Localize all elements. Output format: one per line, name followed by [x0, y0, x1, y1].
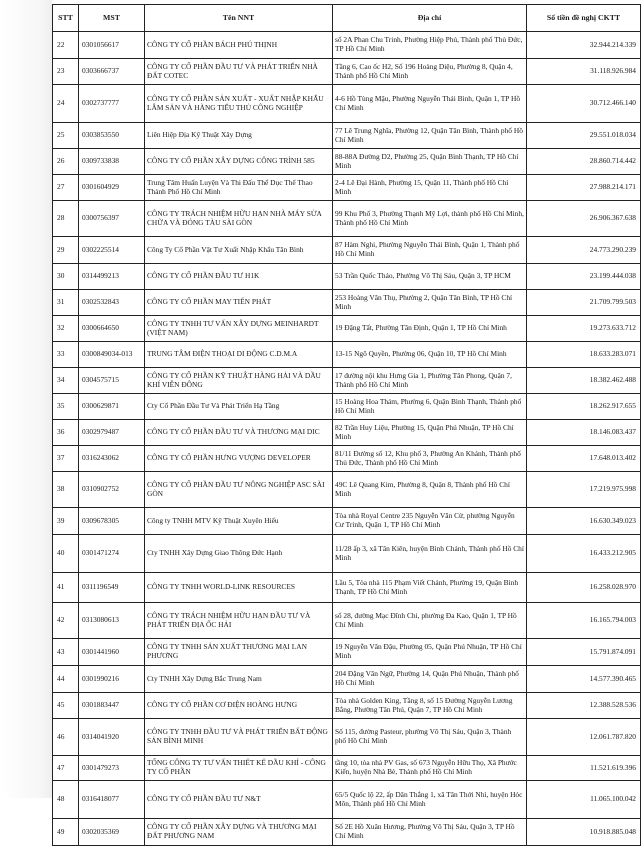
cell-amount: 17.648.013.402: [527, 446, 641, 472]
cell-amount: 21.709.799.503: [527, 290, 641, 316]
cell-name: CÔNG TY CỔ PHẦN XÂY DỰNG CÔNG TRÌNH 585: [145, 149, 333, 175]
cell-amount: 16.258.028.970: [527, 573, 641, 603]
cell-name: CÔNG TY CỔ PHẦN SẢN XUẤT - XUẤT NHẬP KHẨU LÂM SẢN VÀ HÀNG TIỂU THỦ CÔNG NGHIỆP: [145, 85, 333, 123]
taxpayer-table: [52, 4, 641, 846]
cell-stt: 39: [53, 508, 79, 535]
col-header-amount: Số tiền đề nghị CKTT: [527, 5, 641, 32]
cell-amount: 15.791.874.091: [527, 639, 641, 666]
cell-mst: 0301441960: [79, 639, 145, 666]
cell-name: CÔNG TY CỔ PHẦN ĐẦU TƯ N&T: [145, 781, 333, 819]
cell-address: Lầu 5, Tòa nhà 115 Phạm Viết Chánh, Phường 19, Quận Bình Thạnh, TP Hồ Chí Minh: [333, 573, 527, 603]
cell-address: 49C Lê Quang Kim, Phường 8, Quận 8, Thành phố Hồ Chí Minh: [333, 472, 527, 508]
cell-stt: 30: [53, 264, 79, 290]
cell-mst: 0303853550: [79, 123, 145, 149]
table-row: [53, 508, 641, 535]
cell-address: 204 Đặng Văn Ngữ, Phường 14, Quận Phú Nhuận, Thành phố Hồ Chí Minh: [333, 666, 527, 693]
cell-address: 65/5 Quốc lộ 22, ấp Dân Thắng 1, xã Tân Thới Nhì, huyện Hóc Môn, Thành phố Hồ Chí Minh: [333, 781, 527, 819]
cell-amount: 11.521.619.396: [527, 756, 641, 781]
table-row: [53, 819, 641, 846]
cell-amount: 16.630.349.023: [527, 508, 641, 535]
cell-address: số 2A Phan Chu Trinh, Phường Hiệp Phú, Thành phố Thủ Đức, TP Hồ Chí Minh: [333, 32, 527, 59]
table-row: [53, 781, 641, 819]
cell-mst: 0309733838: [79, 149, 145, 175]
cell-amount: 16.165.794.003: [527, 603, 641, 639]
cell-name: Cty Cổ Phần Đầu Tư Và Phát Triển Hạ Tầng: [145, 394, 333, 420]
table-row: [53, 603, 641, 639]
cell-amount: 32.944.214.339: [527, 32, 641, 59]
cell-stt: 22: [53, 32, 79, 59]
table-row: [53, 394, 641, 420]
cell-mst: 0316418077: [79, 781, 145, 819]
table-row: [53, 342, 641, 368]
cell-mst: 0301056617: [79, 32, 145, 59]
table-row: [53, 175, 641, 201]
cell-amount: 28.860.714.442: [527, 149, 641, 175]
cell-mst: 0300756397: [79, 201, 145, 237]
cell-name: CÔNG TY CỔ PHẦN ĐẦU TƯ NÔNG NGHIỆP ASC SÀI GÒN: [145, 472, 333, 508]
table-row: [53, 368, 641, 394]
page-margin: [0, 0, 52, 798]
cell-address: 99 Khu Phố 3, Phường Thạnh Mỹ Lợi, thành phố Hồ Chí Minh, Thành phố Hồ Chí Minh: [333, 201, 527, 237]
cell-address: 253 Hoàng Văn Thụ, Phường 2, Quận Tân Bình, TP Hồ Chí Minh: [333, 290, 527, 316]
table-row: [53, 472, 641, 508]
cell-amount: 16.433.212.905: [527, 535, 641, 573]
table-row: [53, 316, 641, 342]
cell-address: tầng 10, tòa nhà PV Gas, số 673 Nguyễn Hữu Thọ, Xã Phước Kiển, huyện Nhà Bè, Thành phố Hồ Chí Minh: [333, 756, 527, 781]
cell-amount: 12.388.528.536: [527, 693, 641, 719]
cell-mst: 0301471274: [79, 535, 145, 573]
cell-stt: 36: [53, 420, 79, 446]
table-row: [53, 201, 641, 237]
cell-address: 81/11 Đường số 12, Khu phố 3, Phường An Khánh, Thành phố Thủ Đức, Thành phố Hồ Chí Minh: [333, 446, 527, 472]
cell-stt: 25: [53, 123, 79, 149]
cell-mst: 0300664650: [79, 316, 145, 342]
cell-address: Số 115, đường Pasteur, phường Võ Thị Sáu, Quận 3, Thành phố Hồ Chí Minh: [333, 719, 527, 756]
cell-address: 2-4 Lê Đại Hành, Phường 15, Quận 11, Thành phố Hồ Chí Minh: [333, 175, 527, 201]
cell-stt: 45: [53, 693, 79, 719]
cell-stt: 38: [53, 472, 79, 508]
cell-stt: 33: [53, 342, 79, 368]
table-row: [53, 420, 641, 446]
cell-amount: 14.577.390.465: [527, 666, 641, 693]
cell-name: Trung Tâm Huấn Luyện Và Thi Đấu Thể Dục Thể Thao Thành Phố Hồ Chí Minh: [145, 175, 333, 201]
cell-name: Cty TNHH Xây Dựng Bắc Trung Nam: [145, 666, 333, 693]
cell-name: CÔNG TY CỔ PHẦN KỸ THUẬT HÀNG HẢI VÀ DẦU KHÍ VIỄN ĐÔNG: [145, 368, 333, 394]
cell-stt: 24: [53, 85, 79, 123]
cell-address: 77 Lê Trung Nghĩa, Phường 12, Quận Tân Bình, Thành phố Hồ Chí Minh: [333, 123, 527, 149]
cell-address: 19 Nguyễn Văn Đậu, Phường 05, Quận Phú Nhuận, TP Hồ Chí Minh: [333, 639, 527, 666]
cell-mst: 0303666737: [79, 59, 145, 85]
cell-name: CÔNG TY CỔ PHẦN MAY TIẾN PHÁT: [145, 290, 333, 316]
cell-stt: 40: [53, 535, 79, 573]
cell-name: TỔNG CÔNG TY TƯ VẤN THIẾT KẾ DẦU KHÍ - CÔNG TY CỔ PHẦN: [145, 756, 333, 781]
cell-mst: 0310902752: [79, 472, 145, 508]
cell-mst: 0302737777: [79, 85, 145, 123]
cell-mst: 0302979487: [79, 420, 145, 446]
table-row: [53, 573, 641, 603]
cell-stt: 49: [53, 819, 79, 846]
cell-amount: 31.118.926.984: [527, 59, 641, 85]
cell-mst: 0301479273: [79, 756, 145, 781]
cell-name: CÔNG TY CỔ PHẦN ĐẦU TƯ H1K: [145, 264, 333, 290]
cell-stt: 47: [53, 756, 79, 781]
cell-stt: 43: [53, 639, 79, 666]
cell-stt: 44: [53, 666, 79, 693]
cell-mst: 0314499213: [79, 264, 145, 290]
table-row: [53, 290, 641, 316]
table-row: [53, 123, 641, 149]
cell-name: CÔNG TY TNHH SẢN XUẤT THƯƠNG MẠI LAN PHƯƠNG: [145, 639, 333, 666]
cell-mst: 0309678305: [79, 508, 145, 535]
cell-address: Tầng 6, Cao ốc H2, Số 196 Hoàng Diệu, Phường 8, Quận 4, Thành phố Hồ Chí Minh: [333, 59, 527, 85]
cell-address: 15 Hoàng Hoa Thám, Phường 6, Quận Bình Thạnh, Thành phố Hồ Chí Minh: [333, 394, 527, 420]
cell-mst: 0311196549: [79, 573, 145, 603]
cell-amount: 18.633.283.071: [527, 342, 641, 368]
cell-address: Số 2E Hồ Xuân Hương, Phường Võ Thị Sáu, Quận 3, TP Hồ Chí Minh: [333, 819, 527, 846]
col-header-address: Địa chỉ: [333, 5, 527, 32]
cell-address: 11/28 ấp 3, xã Tân Kiên, huyện Bình Chánh, Thành phố Hồ Chí Minh: [333, 535, 527, 573]
document-page: [52, 4, 640, 840]
cell-amount: 23.199.444.038: [527, 264, 641, 290]
cell-name: CÔNG TY CỔ PHẦN HƯNG VƯỢNG DEVELOPER: [145, 446, 333, 472]
cell-stt: 41: [53, 573, 79, 603]
cell-amount: 18.146.083.437: [527, 420, 641, 446]
cell-name: CÔNG TY CỔ PHẦN CƠ ĐIỆN HOÀNG HƯNG: [145, 693, 333, 719]
table-row: [53, 756, 641, 781]
cell-name: Cty TNHH Xây Dựng Giao Thông Đức Hạnh: [145, 535, 333, 573]
cell-address: 82 Trần Huy Liệu, Phường 15, Quận Phú Nhuận, TP Hồ Chí Minh: [333, 420, 527, 446]
cell-name: CÔNG TY CỔ PHẦN ĐẦU TƯ VÀ THƯƠNG MẠI DIC: [145, 420, 333, 446]
table-row: [53, 535, 641, 573]
cell-amount: 19.273.633.712: [527, 316, 641, 342]
cell-stt: 37: [53, 446, 79, 472]
cell-address: 88-88A Đường D2, Phường 25, Quận Bình Thạnh, TP Hồ Chí Minh: [333, 149, 527, 175]
cell-mst: 0300629871: [79, 394, 145, 420]
table-row: [53, 85, 641, 123]
cell-mst: 0316243062: [79, 446, 145, 472]
cell-stt: 48: [53, 781, 79, 819]
table-row: [53, 639, 641, 666]
col-header-stt: STT: [53, 5, 79, 32]
table-row: [53, 32, 641, 59]
cell-mst: 0302035369: [79, 819, 145, 846]
table-header-row: [53, 5, 641, 32]
table-row: [53, 446, 641, 472]
cell-stt: 42: [53, 603, 79, 639]
cell-name: CÔNG TY TNHH WORLD-LINK RESOURCES: [145, 573, 333, 603]
table-row: [53, 59, 641, 85]
cell-mst: 0304575715: [79, 368, 145, 394]
cell-amount: 26.906.367.638: [527, 201, 641, 237]
cell-amount: 18.382.462.488: [527, 368, 641, 394]
cell-mst: 0301883447: [79, 693, 145, 719]
col-header-mst: MST: [79, 5, 145, 32]
table-row: [53, 693, 641, 719]
cell-mst: 0301604929: [79, 175, 145, 201]
cell-name: Công ty TNHH MTV Kỹ Thuật Xuyên Hiếu: [145, 508, 333, 535]
table-row: [53, 666, 641, 693]
cell-name: CÔNG TY CỔ PHẦN ĐẦU TƯ VÀ PHÁT TRIỂN NHÀ ĐẤT COTEC: [145, 59, 333, 85]
col-header-name: Tên NNT: [145, 5, 333, 32]
cell-name: TRUNG TÂM ĐIỆN THOẠI DI ĐỘNG C.D.M.A: [145, 342, 333, 368]
cell-stt: 46: [53, 719, 79, 756]
cell-address: 13-15 Ngô Quyền, Phường 06, Quận 10, TP Hồ Chí Minh: [333, 342, 527, 368]
cell-amount: 10.918.885.048: [527, 819, 641, 846]
cell-name: CÔNG TY TNHH ĐẦU TƯ VÀ PHÁT TRIỂN BẤT ĐỘNG SẢN BÌNH MINH: [145, 719, 333, 756]
cell-name: Liên Hiệp Địa Kỹ Thuật Xây Dựng: [145, 123, 333, 149]
cell-mst: 0314041920: [79, 719, 145, 756]
cell-stt: 28: [53, 201, 79, 237]
cell-stt: 34: [53, 368, 79, 394]
cell-name: Công Ty Cổ Phần Vật Tư Xuất Nhập Khẩu Tân Bình: [145, 237, 333, 264]
cell-amount: 27.988.214.171: [527, 175, 641, 201]
cell-stt: 35: [53, 394, 79, 420]
cell-amount: 29.551.018.034: [527, 123, 641, 149]
cell-name: CÔNG TY CỔ PHẦN XÂY DỰNG VÀ THƯƠNG MẠI ĐẤT PHƯƠNG NAM: [145, 819, 333, 846]
cell-address: Tòa nhà Royal Centre 235 Nguyễn Văn Cừ, phường Nguyễn Cư Trinh, Quận 1, TP Hồ Chí Minh: [333, 508, 527, 535]
cell-mst: 0300849034-013: [79, 342, 145, 368]
cell-stt: 31: [53, 290, 79, 316]
cell-address: 4-6 Hồ Tùng Mậu, Phường Nguyễn Thái Bình, Quận 1, TP Hồ Chí Minh: [333, 85, 527, 123]
cell-amount: 18.262.917.655: [527, 394, 641, 420]
table-row: [53, 149, 641, 175]
cell-amount: 24.773.290.239: [527, 237, 641, 264]
cell-stt: 27: [53, 175, 79, 201]
cell-address: Tòa nhà Golden King, Tầng 8, số 15 Đường Nguyễn Lương Bằng, Phường Tân Phú, Quận 7, TP Hồ Chí Minh: [333, 693, 527, 719]
cell-address: số 28, đường Mạc Đĩnh Chi, phường Đa Kao, Quận 1, TP Hồ Chí Minh: [333, 603, 527, 639]
cell-amount: 12.061.787.820: [527, 719, 641, 756]
cell-stt: 23: [53, 59, 79, 85]
cell-stt: 26: [53, 149, 79, 175]
table-row: [53, 719, 641, 756]
cell-stt: 32: [53, 316, 79, 342]
cell-mst: 0302225514: [79, 237, 145, 264]
cell-mst: 0302532843: [79, 290, 145, 316]
cell-stt: 29: [53, 237, 79, 264]
table-row: [53, 237, 641, 264]
cell-amount: 11.065.100.042: [527, 781, 641, 819]
cell-name: CÔNG TY TRÁCH NHIỆM HỮU HẠN ĐẦU TƯ VÀ PHÁT TRIỂN ĐỊA ỐC HẢI: [145, 603, 333, 639]
cell-amount: 30.712.466.140: [527, 85, 641, 123]
cell-address: 17 đường nội khu Hưng Gia 1, Phường Tân Phong, Quận 7, Thành phố Hồ Chí Minh: [333, 368, 527, 394]
cell-amount: 17.219.975.998: [527, 472, 641, 508]
cell-name: CÔNG TY TNHH TƯ VẤN XÂY DỰNG MEINHARDT (VIỆT NAM): [145, 316, 333, 342]
cell-address: 19 Đặng Tất, Phường Tân Định, Quận 1, TP Hồ Chí Minh: [333, 316, 527, 342]
cell-address: 53 Trần Quốc Thảo, Phường Võ Thị Sáu, Quận 3, TP HCM: [333, 264, 527, 290]
cell-mst: 0301990216: [79, 666, 145, 693]
cell-mst: 0313080613: [79, 603, 145, 639]
cell-name: CÔNG TY TRÁCH NHIỆM HỮU HẠN NHÀ MÁY SỬA CHỮA VÀ ĐÓNG TÀU SÀI GÒN: [145, 201, 333, 237]
table-row: [53, 264, 641, 290]
cell-address: 87 Hàm Nghi, Phường Nguyễn Thái Bình, Quận 1, Thành phố Hồ Chí Minh: [333, 237, 527, 264]
cell-name: CÔNG TY CỔ PHẦN BÁCH PHÚ THỊNH: [145, 32, 333, 59]
